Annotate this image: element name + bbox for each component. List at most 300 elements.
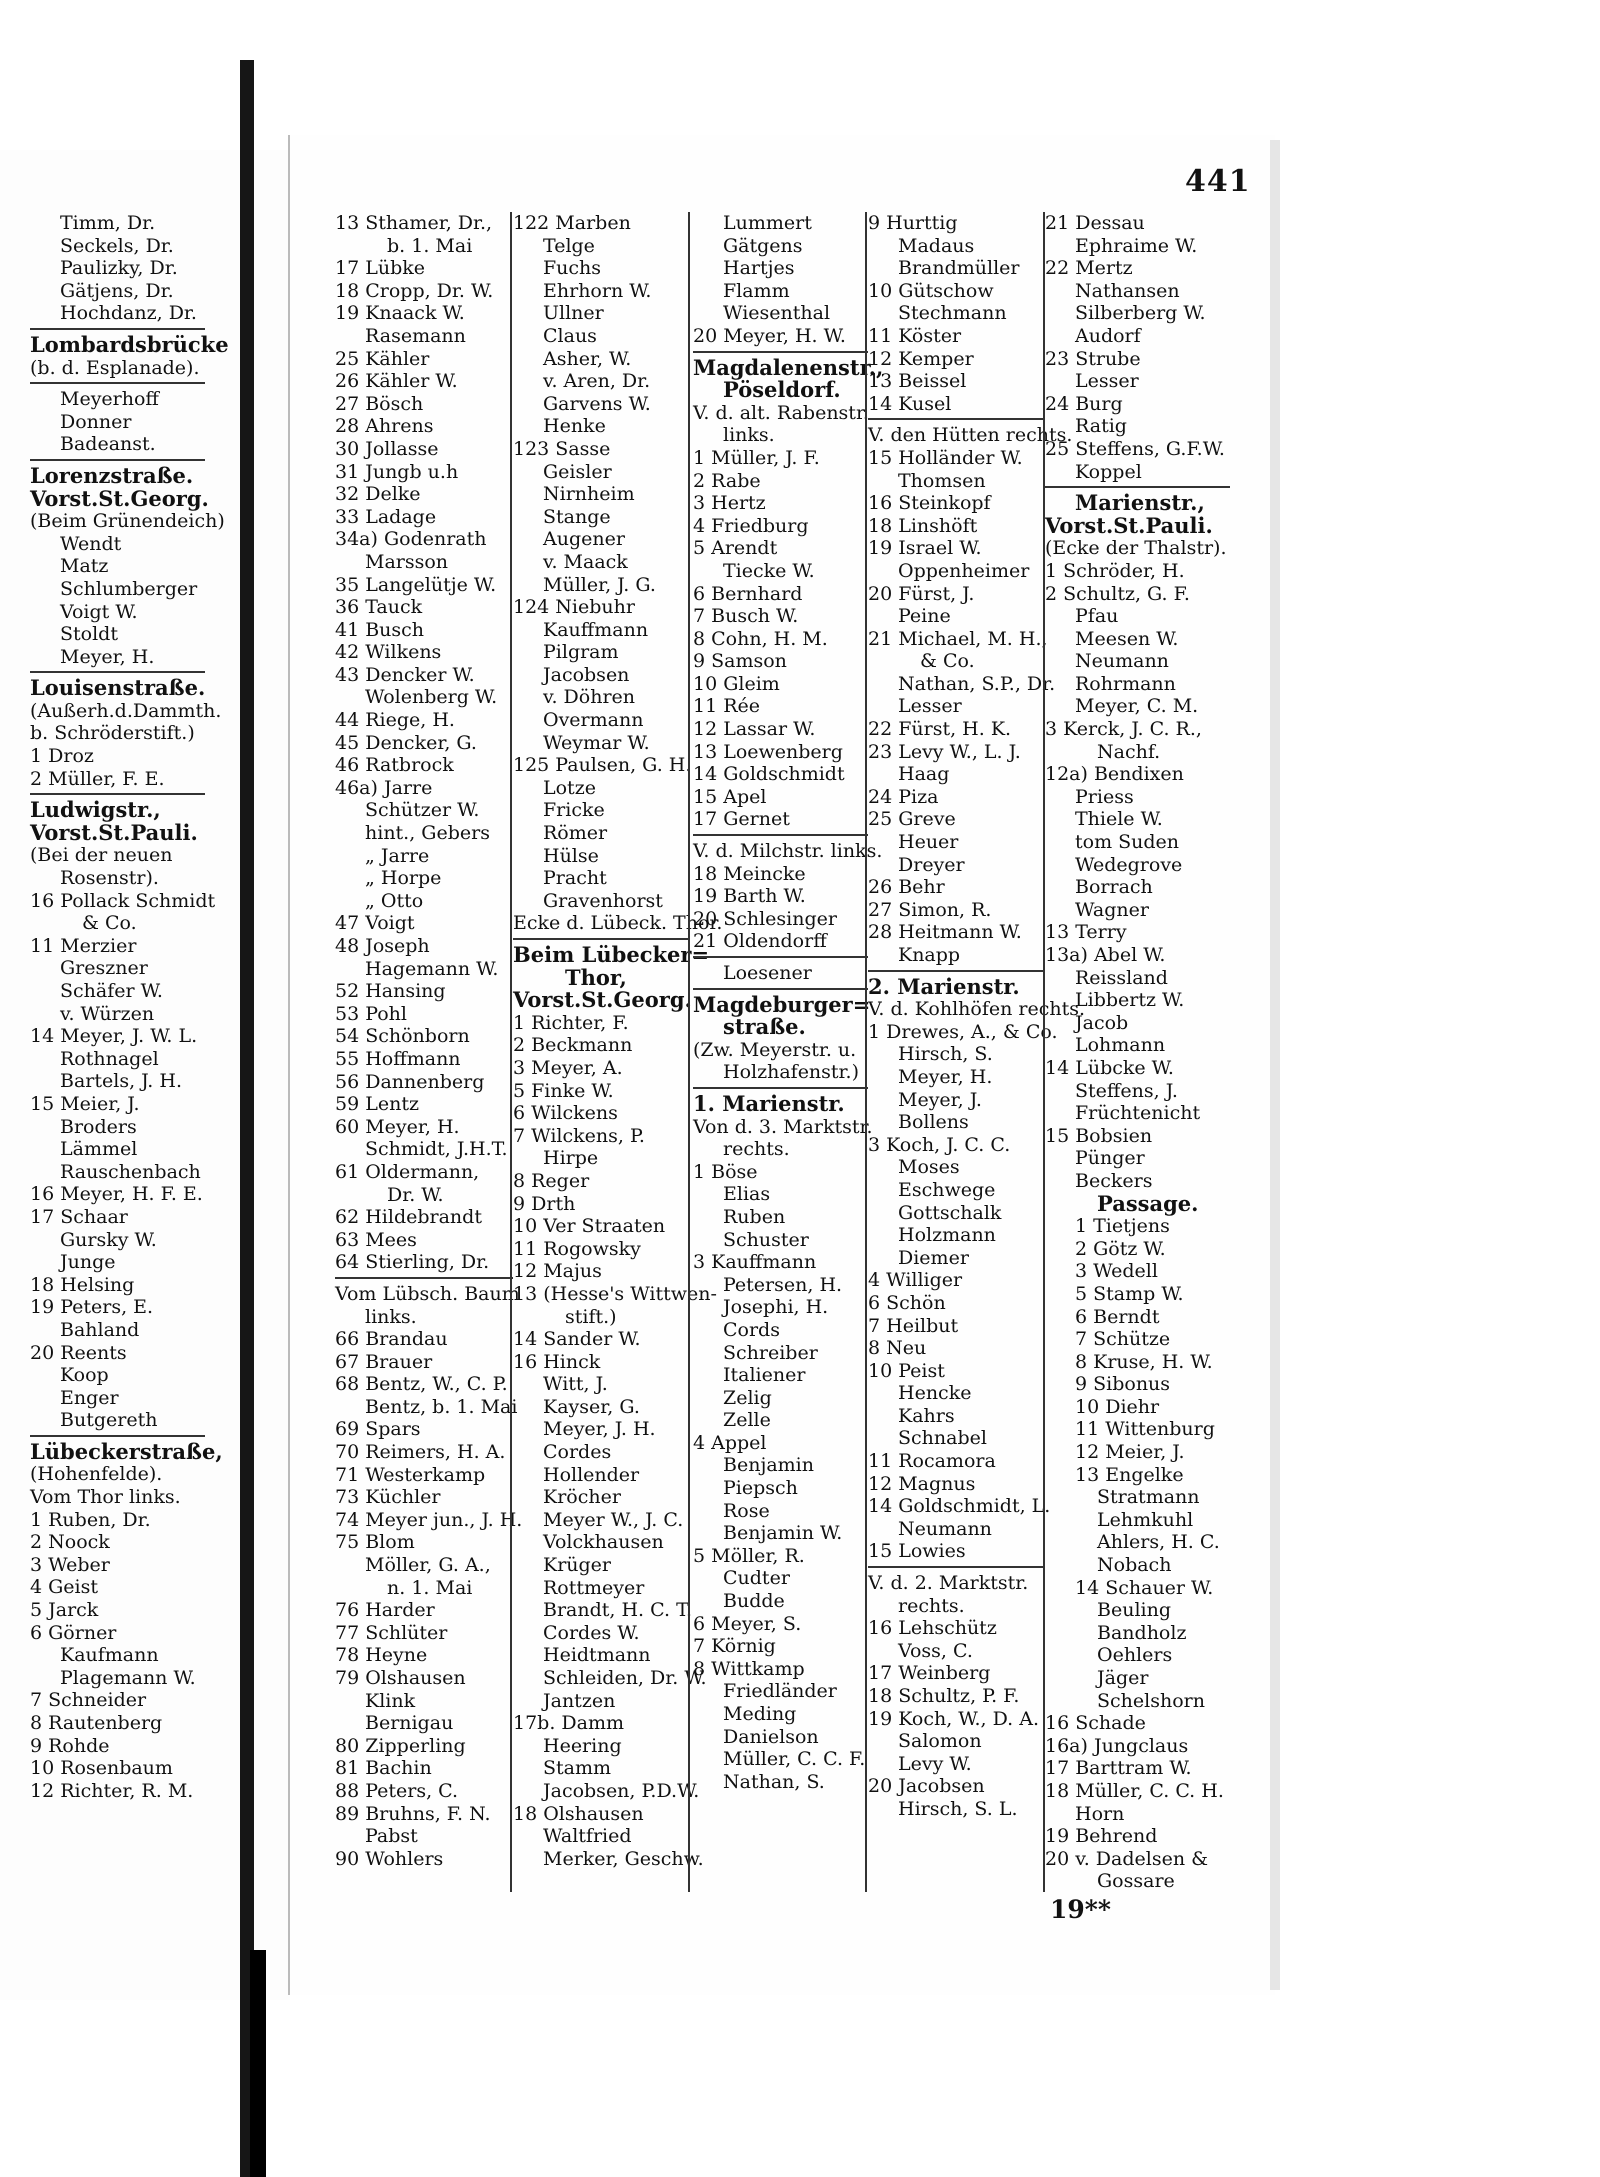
directory-entry: Pfau [1075, 605, 1119, 628]
directory-entry: 17b. Damm [513, 1712, 625, 1735]
directory-entry: 90 Wohlers [335, 1847, 444, 1870]
column-divider [865, 212, 867, 1892]
street-heading: 2. Marienstr. [868, 973, 1020, 999]
directory-entry: Lämmel [60, 1138, 138, 1161]
directory-entry: Reissland [1075, 966, 1168, 989]
street-heading: Magdeburger= [693, 991, 871, 1017]
directory-entry: Nachf. [1097, 740, 1161, 763]
directory-entry: 5 Finke W. [513, 1079, 614, 1102]
directory-entry: 24 Piza [868, 785, 939, 808]
directory-entry: 41 Busch [335, 618, 425, 641]
directory-entry: Seckels, Dr. [60, 234, 174, 257]
directory-entry: 23 Strube [1045, 347, 1141, 370]
directory-entry: Oppenheimer [898, 559, 1030, 582]
directory-entry: Josephi, H. [723, 1296, 829, 1319]
directory-entry: 13 Terry [1045, 921, 1127, 944]
directory-entry: 14 Meyer, J. W. L. [30, 1025, 198, 1048]
directory-entry: Wagner [1075, 898, 1149, 921]
directory-entry: Hartjes [723, 257, 795, 280]
directory-entry: Cordes W. [543, 1621, 640, 1644]
directory-entry: Kauffmann [543, 618, 649, 641]
directory-entry: Hagemann W. [365, 957, 499, 980]
directory-entry: Gätjens, Dr. [60, 279, 174, 302]
directory-entry: 19 Knaack W. [335, 302, 465, 325]
directory-entry: Lotze [543, 776, 596, 799]
directory-entry: 59 Lentz [335, 1093, 419, 1116]
directory-entry: 5 Jarck [30, 1599, 99, 1622]
directory-entry: Haag [898, 763, 950, 786]
directory-entry: 3 Hertz [693, 492, 766, 515]
directory-entry: Voigt W. [60, 600, 138, 623]
directory-entry: Schleiden, Dr. W. [543, 1667, 707, 1689]
directory-entry: 6 Görner [30, 1621, 117, 1644]
street-heading: Vorst.St.Pauli. [30, 819, 198, 845]
directory-entry: Butgereth [60, 1409, 158, 1432]
directory-entry: Meyer, C. M. [1075, 695, 1199, 718]
directory-entry: rechts. [898, 1594, 965, 1617]
directory-entry: 24 Burg [1045, 392, 1123, 415]
directory-entry: Klink [365, 1689, 416, 1712]
directory-entry: 9 Sibonus [1075, 1373, 1171, 1396]
directory-entry: 3 Wedell [1075, 1260, 1158, 1283]
directory-entry: Hochdanz, Dr. [60, 302, 197, 325]
directory-entry: Pabst [365, 1825, 418, 1848]
directory-entry: Hirpe [543, 1147, 599, 1170]
directory-entry: Danielson [723, 1725, 819, 1748]
directory-entry: Nirnheim [543, 483, 635, 506]
directory-entry: Matz [60, 555, 109, 578]
directory-entry: Schuster [723, 1228, 809, 1251]
directory-entry: 14 Kusel [868, 392, 952, 415]
directory-entry: Gossare [1097, 1870, 1175, 1893]
directory-entry: 18 Cropp, Dr. W. [335, 279, 494, 302]
directory-entry: 18 Müller, C. C. H. [1045, 1779, 1224, 1802]
directory-entry: 55 Hoffmann [335, 1047, 461, 1070]
directory-entry: „ Otto [365, 889, 424, 912]
street-heading: Vorst.St.Georg. [513, 987, 692, 1013]
directory-entry: Nathan, S. [723, 1770, 825, 1793]
page-number: 441 [1185, 164, 1251, 199]
directory-entry: Neumann [1075, 650, 1169, 673]
directory-entry: Ehrhorn W. [543, 279, 652, 302]
directory-entry: 80 Zipperling [335, 1734, 466, 1757]
directory-entry: Meding [723, 1703, 797, 1725]
section-rule [30, 1435, 205, 1437]
directory-entry: Fricke [543, 799, 605, 822]
directory-entry: 69 Spars [335, 1418, 421, 1441]
section-rule [335, 1277, 513, 1279]
directory-entry: 17 Lübke [335, 257, 425, 280]
directory-entry: Priess [1075, 785, 1134, 808]
directory-entry: Bartels, J. H. [60, 1070, 182, 1093]
directory-entry: 14 Goldschmidt, L. [868, 1495, 1051, 1518]
directory-entry: Dr. W. [387, 1183, 444, 1206]
directory-entry: Knapp [898, 944, 961, 966]
directory-entry: 7 Körnig [693, 1635, 776, 1658]
directory-entry: 8 Neu [868, 1337, 927, 1360]
directory-entry: Rauschenbach [60, 1160, 201, 1183]
directory-entry: 19 Barth W. [693, 885, 806, 908]
directory-entry: rechts. [723, 1138, 790, 1161]
directory-entry: Kröcher [543, 1486, 621, 1509]
directory-entry: Lesser [898, 695, 962, 718]
directory-entry: Schäfer W. [60, 980, 163, 1002]
directory-entry: 30 Jollasse [335, 437, 439, 460]
directory-entry: 76 Harder [335, 1599, 435, 1622]
directory-entry: 20 Meyer, H. W. [693, 324, 846, 347]
directory-entry: Pilgram [543, 641, 619, 664]
directory-entry: 22 Fürst, H. K. [868, 718, 1012, 741]
directory-entry: Koop [60, 1364, 109, 1387]
street-heading: Beim Lübecker= [513, 942, 710, 967]
directory-entry: v. Aren, Dr. [543, 370, 651, 393]
directory-entry: 27 Simon, R. [868, 898, 992, 921]
directory-entry: 73 Küchler [335, 1486, 441, 1509]
directory-entry: Ahlers, H. C. [1097, 1531, 1220, 1554]
street-heading: Lübeckerstraße, [30, 1438, 223, 1464]
directory-entry: stift.) [565, 1305, 617, 1328]
directory-entry: Stange [543, 505, 611, 528]
directory-entry: 1 Tietjens [1075, 1215, 1170, 1238]
directory-entry: (Zw. Meyerstr. u. [693, 1038, 857, 1061]
directory-entry: Bahland [60, 1318, 140, 1341]
directory-entry: 75 Blom [335, 1531, 415, 1554]
directory-entry: 63 Mees [335, 1228, 417, 1251]
directory-entry: Ullner [543, 302, 604, 325]
directory-entry: Meyer, J. H. [543, 1418, 656, 1441]
directory-entry: Meesen W. [1075, 627, 1179, 650]
directory-entry: Heidtmann [543, 1644, 651, 1667]
directory-entry: Jacobsen [543, 663, 630, 686]
directory-entry: Brandt, H. C. T. [543, 1599, 692, 1622]
directory-entry: Marsson [365, 550, 449, 573]
directory-entry: 13 Beissel [868, 370, 967, 393]
directory-entry: Lehmkuhl [1097, 1508, 1194, 1531]
directory-entry: 124 Niebuhr [513, 596, 635, 619]
directory-entry: Paulizky, Dr. [60, 257, 178, 280]
directory-entry: 9 Samson [693, 650, 787, 673]
directory-entry: 12a) Bendixen [1045, 763, 1184, 786]
directory-entry: 1 Böse [693, 1160, 758, 1183]
directory-entry: 33 Ladage [335, 505, 437, 528]
directory-entry: Steffens, J. [1075, 1079, 1178, 1102]
directory-entry: 15 Holländer W. [868, 446, 1023, 469]
directory-entry: 4 Friedburg [693, 514, 809, 537]
directory-entry: 15 Apel [693, 785, 767, 808]
directory-entry: 7 Wilckens, P. [513, 1124, 645, 1147]
directory-entry: Rasemann [365, 324, 466, 347]
directory-entry: 19 Israel W. [868, 537, 982, 560]
directory-entry: Geisler [543, 460, 612, 483]
street-heading: straße. [723, 1014, 806, 1040]
directory-entry: Volckhausen [543, 1531, 664, 1554]
directory-entry: Zelle [723, 1409, 771, 1432]
directory-entry: 28 Heitmann W. [868, 921, 1022, 944]
directory-entry: 35 Langelütje W. [335, 573, 497, 596]
column-divider [688, 212, 690, 1892]
directory-entry: 74 Meyer jun., J. H. [335, 1508, 523, 1531]
directory-entry: 31 Jungb u.h [335, 460, 459, 483]
directory-entry: 64 Stierling, Dr. [335, 1251, 490, 1274]
directory-entry: Meyer, H. [898, 1065, 993, 1088]
directory-entry: 7 Busch W. [693, 605, 799, 628]
directory-entry: 2 Müller, F. E. [30, 767, 165, 790]
street-heading: Thor, [565, 964, 627, 990]
directory-entry: Wedegrove [1075, 853, 1183, 876]
directory-entry: 89 Bruhns, F. N. [335, 1802, 491, 1825]
directory-entry: Gottschalk [898, 1201, 1002, 1224]
directory-entry: 4 Williger [868, 1269, 963, 1292]
directory-entry: Dreyer [898, 853, 965, 876]
directory-entry: 12 Lassar W. [693, 718, 816, 741]
directory-entry: 12 Kemper [868, 347, 974, 370]
directory-entry: 17 Schaar [30, 1205, 128, 1228]
directory-entry: 42 Wilkens [335, 641, 442, 664]
directory-entry: Meyer W., J. C. [543, 1508, 684, 1531]
directory-entry: Waltfried [543, 1825, 632, 1848]
directory-entry: 32 Delke [335, 483, 421, 506]
directory-entry: V. den Hütten rechts. [868, 424, 1073, 447]
directory-entry: hint., Gebers [365, 822, 490, 845]
directory-entry: Plagemann W. [60, 1666, 196, 1689]
directory-entry: 43 Dencker W. [335, 663, 475, 686]
directory-entry: Weymar W. [543, 731, 650, 754]
directory-entry: Audorf [1075, 324, 1141, 347]
directory-entry: 6 Berndt [1075, 1305, 1160, 1328]
directory-entry: 4 Geist [30, 1576, 99, 1599]
directory-entry: „ Horpe [365, 867, 442, 890]
directory-entry: 11 Merzier [30, 934, 137, 957]
directory-entry: Kayser, G. [543, 1395, 640, 1418]
street-heading: Ludwigstr., [30, 797, 161, 823]
directory-entry: Nathan, S.P., Dr. [898, 672, 1056, 695]
directory-entry: 2 Beckmann [513, 1034, 633, 1057]
directory-entry: Vom Lübsch. Baum [335, 1282, 520, 1305]
directory-entry: 3 Kauffmann [693, 1251, 817, 1274]
directory-entry: 10 Ver Straaten [513, 1215, 666, 1238]
directory-entry: 18 Meincke [693, 862, 806, 885]
directory-entry: Kahrs [898, 1404, 955, 1427]
directory-entry: Ecke d. Lübeck. Thor. [513, 912, 723, 935]
directory-entry: Hülse [543, 844, 599, 867]
directory-entry: links. [365, 1305, 417, 1328]
directory-entry: Jantzen [543, 1689, 616, 1712]
directory-entry: 2 Noock [30, 1531, 110, 1554]
directory-entry: 17 Gernet [693, 808, 790, 831]
directory-entry: 9 Rohde [30, 1734, 110, 1757]
directory-entry: 6 Schön [868, 1291, 946, 1314]
directory-entry: 13 (Hesse's Wittwen- [513, 1282, 717, 1305]
directory-entry: 6 Meyer, S. [693, 1612, 802, 1635]
directory-entry: Benjamin W. [723, 1522, 843, 1545]
directory-entry: 88 Peters, C. [335, 1779, 459, 1802]
directory-entry: Früchtenicht [1075, 1102, 1201, 1125]
directory-entry: Italiener [723, 1364, 806, 1387]
directory-entry: Diemer [898, 1246, 969, 1269]
directory-entry: 17 Weinberg [868, 1662, 991, 1685]
section-rule [693, 1087, 868, 1089]
directory-entry: 79 Olshausen [335, 1667, 466, 1689]
directory-entry: 22 Mertz [1045, 257, 1133, 280]
directory-entry: 26 Behr [868, 876, 945, 899]
directory-entry: 19 Peters, E. [30, 1296, 154, 1319]
directory-entry: Hirsch, S. L. [898, 1797, 1018, 1820]
directory-entry: Schmidt, J.H.T. [365, 1138, 508, 1161]
directory-entry: 10 Peist [868, 1359, 945, 1382]
column-divider [1043, 212, 1045, 1892]
directory-entry: tom Suden [1075, 831, 1180, 854]
directory-entry: Junge [60, 1251, 116, 1274]
street-heading: Lombardsbrücke [30, 331, 229, 357]
directory-entry: 122 Marben [513, 212, 631, 234]
directory-entry: 12 Magnus [868, 1472, 976, 1495]
directory-entry: 25 Kähler [335, 347, 430, 370]
directory-entry: 8 Wittkamp [693, 1657, 805, 1680]
directory-entry: & Co. [920, 650, 975, 673]
directory-entry: Silberberg W. [1075, 302, 1206, 325]
directory-entry: Holzhafenstr.) [723, 1061, 860, 1084]
directory-entry: 78 Heyne [335, 1644, 428, 1667]
directory-entry: 8 Rautenberg [30, 1712, 163, 1734]
directory-entry: 12 Meier, J. [1075, 1441, 1185, 1464]
directory-entry: 46 Ratbrock [335, 754, 454, 777]
directory-entry: Enger [60, 1386, 119, 1409]
directory-entry: Benjamin [723, 1454, 814, 1477]
directory-entry: Loesener [723, 962, 812, 984]
directory-entry: Jacob [1075, 1011, 1129, 1034]
directory-entry: 18 Schultz, P. F. [868, 1685, 1020, 1707]
directory-entry: 12 Richter, R. M. [30, 1779, 194, 1802]
directory-entry: 27 Bösch [335, 392, 424, 415]
directory-entry: 3 Weber [30, 1553, 110, 1576]
directory-entry: (b. d. Esplanade). [30, 356, 200, 379]
directory-entry: Schreiber [723, 1341, 818, 1364]
section-rule [30, 459, 205, 461]
directory-entry: 20 Reents [30, 1341, 127, 1364]
directory-entry: (Bei der neuen [30, 844, 173, 867]
directory-entry: Heuer [898, 831, 959, 854]
directory-entry: Fuchs [543, 257, 602, 280]
directory-entry: Meyer, J. [898, 1088, 982, 1111]
directory-entry: Bentz, b. 1. Mai [365, 1395, 518, 1418]
directory-entry: 36 Tauck [335, 596, 423, 619]
directory-entry: Hencke [898, 1382, 972, 1405]
directory-entry: 21 Dessau [1045, 212, 1145, 234]
directory-entry: 13 Engelke [1075, 1463, 1184, 1486]
directory-entry: 4 Appel [693, 1431, 767, 1454]
directory-entry: 14 Sander W. [513, 1328, 641, 1351]
directory-column-6 [1045, 212, 1230, 1893]
directory-entry: 25 Steffens, G.F.W. [1045, 437, 1225, 460]
directory-entry: Ephraime W. [1075, 234, 1198, 257]
directory-entry: Stratmann [1097, 1486, 1200, 1509]
directory-entry: V. d. Kohlhöfen rechts. [868, 998, 1086, 1021]
section-rule [30, 671, 205, 673]
directory-entry: Gätgens [723, 234, 803, 257]
directory-entry: 13 Loewenberg [693, 740, 843, 763]
directory-entry: b. 1. Mai [387, 234, 473, 257]
directory-entry: 62 Hildebrandt [335, 1206, 482, 1229]
directory-entry: 13a) Abel W. [1045, 944, 1166, 966]
directory-entry: Heering [543, 1734, 622, 1757]
directory-entry: Rothnagel [60, 1047, 159, 1070]
directory-entry: Wolenberg W. [365, 686, 498, 709]
directory-column-3 [513, 212, 723, 1870]
directory-entry: 10 Rosenbaum [30, 1757, 173, 1780]
directory-entry: 10 Diehr [1075, 1395, 1160, 1418]
section-rule [30, 328, 205, 330]
directory-entry: 16 Hinck [513, 1350, 601, 1373]
directory-entry: Pracht [543, 867, 607, 890]
directory-entry: Möller, G. A., [365, 1554, 491, 1577]
directory-entry: 1 Ruben, Dr. [30, 1508, 151, 1531]
directory-entry: Broders [60, 1115, 137, 1138]
directory-entry: 11 Köster [868, 324, 962, 347]
directory-entry: b. Schröderstift.) [30, 722, 195, 745]
directory-entry: V. d. 2. Marktstr. [868, 1572, 1029, 1595]
directory-entry: 5 Arendt [693, 537, 778, 560]
directory-entry: 14 Goldschmidt [693, 763, 845, 786]
directory-entry: Greszner [60, 957, 148, 980]
directory-entry: 1 Müller, J. F. [693, 446, 820, 469]
directory-entry: Kaufmann [60, 1644, 159, 1667]
directory-entry: 11 Rogowsky [513, 1237, 641, 1260]
directory-entry: 17 Barttram W. [1045, 1757, 1192, 1780]
directory-entry: Donner [60, 410, 132, 433]
street-heading: Louisenstraße. [30, 675, 206, 701]
section-rule [30, 793, 205, 795]
directory-entry: Bernigau [365, 1712, 454, 1735]
directory-entry: Bollens [898, 1111, 969, 1134]
directory-entry: 11 Rocamora [868, 1450, 996, 1473]
directory-entry: Schnabel [898, 1427, 987, 1450]
directory-entry: 60 Meyer, H. [335, 1115, 460, 1138]
directory-entry: 2 Götz W. [1075, 1237, 1166, 1260]
directory-entry: 123 Sasse [513, 437, 611, 460]
street-heading: Vorst.St.Georg. [30, 485, 209, 511]
directory-entry: 54 Schönborn [335, 1025, 470, 1048]
directory-entry: 15 Meier, J. [30, 1092, 140, 1115]
directory-entry: 56 Dannenberg [335, 1070, 485, 1093]
directory-entry: 8 Reger [513, 1169, 590, 1192]
directory-entry: Lohmann [1075, 1034, 1166, 1057]
directory-entry: 70 Reimers, H. A. [335, 1441, 506, 1464]
directory-entry: Schelshorn [1097, 1689, 1205, 1712]
directory-entry: Voss, C. [898, 1639, 973, 1662]
directory-entry: Claus [543, 324, 597, 347]
directory-entry: Libbertz W. [1075, 989, 1185, 1012]
directory-entry: v. Maack [543, 550, 628, 573]
directory-entry: Jacobsen, P.D.W. [543, 1779, 700, 1802]
directory-entry: v. Würzen [60, 1002, 155, 1025]
directory-entry: Thomsen [898, 469, 986, 492]
section-rule [693, 956, 868, 958]
directory-entry: Von d. 3. Marktstr. [693, 1115, 873, 1138]
directory-entry: 19 Behrend [1045, 1825, 1158, 1848]
directory-entry: Wiesenthal [723, 302, 831, 325]
directory-entry: V. d. Milchstr. links. [693, 840, 883, 863]
directory-entry: 15 Lowies [868, 1540, 966, 1563]
directory-entry: Cords [723, 1318, 780, 1341]
directory-entry: Witt, J. [543, 1373, 608, 1396]
directory-entry: v. Döhren [543, 686, 636, 709]
directory-entry: 13 Sthamer, Dr., [335, 212, 493, 234]
directory-entry: Jäger [1097, 1667, 1149, 1689]
directory-entry: Römer [543, 822, 608, 845]
directory-entry: 61 Oldermann, [335, 1160, 480, 1183]
directory-entry: (Ecke der Thalstr). [1045, 537, 1227, 560]
directory-entry: Cudter [723, 1567, 790, 1590]
